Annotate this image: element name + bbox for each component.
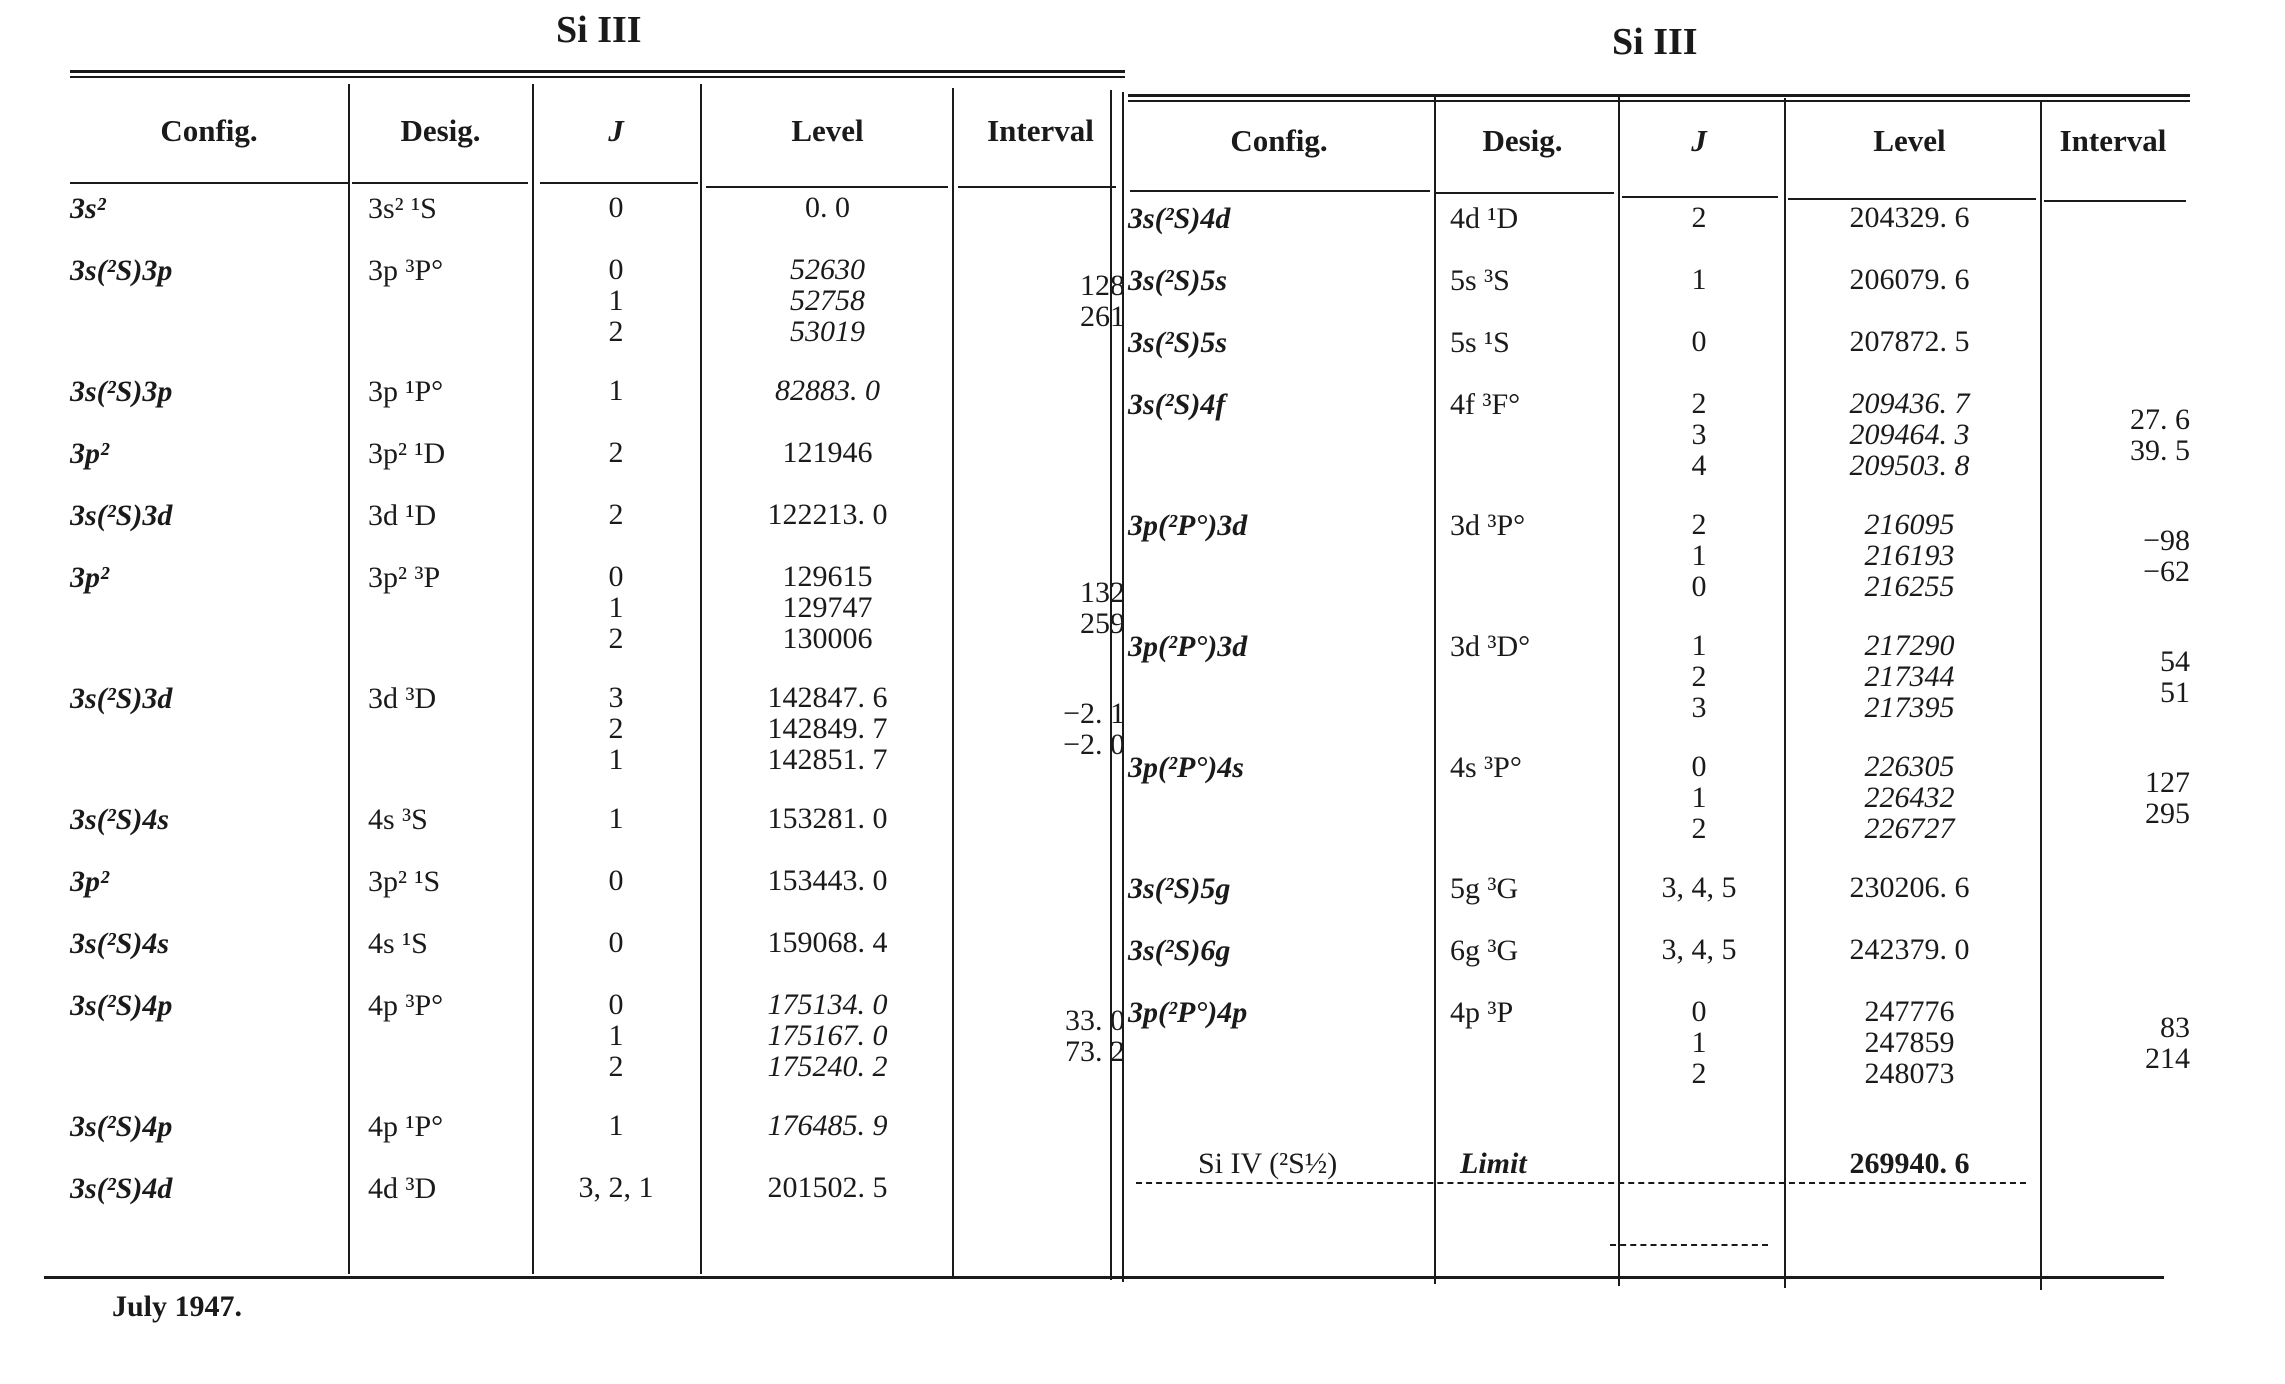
level-cell-value: 82883. 0 <box>775 374 880 407</box>
interval-cell-value: 54 <box>2160 645 2190 678</box>
interval-cell-value: 39. 5 <box>2130 434 2190 467</box>
table-row <box>70 979 1125 1100</box>
interval-cell <box>956 917 1125 979</box>
header-underline <box>70 182 348 184</box>
config-cell: 3p(²P°)4s <box>1128 751 1244 784</box>
interval-cell <box>956 1162 1125 1224</box>
config-cell: 3s(²S)5s <box>1128 264 1228 297</box>
top-rule-left <box>70 70 1125 78</box>
j-cell <box>1615 192 1783 254</box>
level-cell <box>1783 620 2036 741</box>
limit-level: 269940. 6 <box>1849 1147 1970 1180</box>
j-cell-value: 3, 4, 5 <box>1661 871 1737 904</box>
desig-cell: 6g ³G <box>1450 934 1519 967</box>
level-cell <box>1783 316 2036 378</box>
table-row <box>70 917 1125 979</box>
config-cell: 3s(²S)6g <box>1128 934 1231 967</box>
table-row <box>70 427 1125 489</box>
config-cell: 3s(²S)4d <box>1128 202 1231 235</box>
j-cell <box>1615 986 1783 1107</box>
table-row <box>1128 620 2190 741</box>
j-cell-value: 2 <box>1691 660 1707 693</box>
j-cell-value: 1 <box>1691 539 1707 572</box>
level-cell <box>699 917 956 979</box>
j-cell <box>1615 378 1783 499</box>
j-cell <box>533 365 699 427</box>
desig-cell: 5s ¹S <box>1450 326 1510 359</box>
j-cell-value: 0 <box>608 560 624 593</box>
j-cell-value: 2 <box>1691 387 1707 420</box>
table-row <box>1128 192 2190 254</box>
level-cell-value: 52630 <box>790 253 865 286</box>
j-cell <box>533 979 699 1100</box>
j-cell-value: 0 <box>608 864 624 897</box>
column-divider <box>952 88 954 1278</box>
level-cell-value: 226727 <box>1864 812 1955 845</box>
interval-cell <box>956 365 1125 427</box>
level-cell-value: 121946 <box>782 436 873 469</box>
right-table <box>1128 90 2190 1290</box>
interval-cell-value: 83 <box>2160 1011 2190 1044</box>
j-cell <box>533 489 699 551</box>
level-cell-value: 206079. 6 <box>1849 263 1970 296</box>
header-underline <box>706 186 948 188</box>
level-cell-value: 226305 <box>1864 750 1955 783</box>
level-cell-value: 142847. 6 <box>767 681 888 714</box>
j-cell <box>533 551 699 672</box>
interval-cell-value: 33. 0 <box>1065 1004 1125 1037</box>
config-cell: 3p² <box>70 437 109 470</box>
level-cell-value: 0. 0 <box>805 191 850 224</box>
j-cell-value: 2 <box>608 712 624 745</box>
j-cell-value: 2 <box>1691 201 1707 234</box>
j-cell <box>533 1100 699 1162</box>
j-cell-value: 3 <box>1691 418 1707 451</box>
level-cell-value: 247859 <box>1864 1026 1955 1059</box>
table-row <box>1128 499 2190 620</box>
desig-cell: 3s² ¹S <box>368 192 437 225</box>
title-element: Si <box>556 9 588 51</box>
header-desig: Desig. <box>1482 123 1563 158</box>
desig-cell: 4d ³D <box>368 1172 437 1205</box>
config-cell: 3p² <box>70 865 109 898</box>
j-cell-value: 1 <box>608 284 624 317</box>
desig-cell: 3d ³D° <box>1450 630 1531 663</box>
j-cell <box>1615 620 1783 741</box>
interval-cell <box>956 427 1125 489</box>
level-cell-value: 216095 <box>1864 508 1955 541</box>
desig-cell: 3p² ¹D <box>368 437 446 470</box>
level-cell-value: 217290 <box>1864 629 1955 662</box>
interval-cell-value: 73. 2 <box>1065 1035 1125 1068</box>
interval-cell-value: 295 <box>2145 797 2190 830</box>
header-underline <box>1788 198 2036 200</box>
column-divider <box>700 84 702 1274</box>
j-cell-value: 1 <box>1691 629 1707 662</box>
header-underline <box>958 186 1116 188</box>
j-cell-value: 1 <box>608 743 624 776</box>
j-cell-value: 1 <box>1691 781 1707 814</box>
config-cell: 3s(²S)3p <box>70 375 173 408</box>
level-cell <box>1783 254 2036 316</box>
desig-cell: 3d ³P° <box>1450 509 1526 542</box>
level-cell-value: 142851. 7 <box>767 743 888 776</box>
limit-j-dash <box>1610 1244 1768 1246</box>
level-cell-value: 130006 <box>782 622 873 655</box>
interval-cell-value: −2. 1 <box>1063 697 1125 730</box>
header-underline <box>1130 190 1430 192</box>
desig-cell: 4d ¹D <box>1450 202 1519 235</box>
interval-cell <box>2036 986 2190 1107</box>
level-cell-value: 242379. 0 <box>1849 933 1970 966</box>
desig-cell: 4p ¹P° <box>368 1110 444 1143</box>
interval-cell <box>2036 254 2190 316</box>
table-row <box>70 551 1125 672</box>
interval-cell-value: 51 <box>2160 676 2190 709</box>
desig-cell: 3d ¹D <box>368 499 437 532</box>
j-cell-value: 0 <box>1691 325 1707 358</box>
config-cell: 3s(²S)5s <box>1128 326 1228 359</box>
config-cell: 3s(²S)4s <box>70 803 170 836</box>
desig-cell: 5g ³G <box>1450 872 1519 905</box>
level-cell-value: 176485. 9 <box>767 1109 888 1142</box>
column-divider <box>348 84 350 1274</box>
desig-cell: 4s ³S <box>368 803 428 836</box>
header-desig: Desig. <box>400 113 481 148</box>
level-cell <box>1783 741 2036 862</box>
config-cell: 3s(²S)4p <box>70 989 173 1022</box>
column-divider <box>1122 92 1124 1282</box>
j-cell-value: 2 <box>608 1050 624 1083</box>
column-divider <box>2040 100 2042 1290</box>
j-cell-value: 2 <box>1691 508 1707 541</box>
column-divider <box>1434 94 1436 1284</box>
j-cell-value: 0 <box>1691 750 1707 783</box>
energy-level-table-right <box>1128 90 2190 1197</box>
j-cell-value: 2 <box>608 498 624 531</box>
desig-cell: 4s ¹S <box>368 927 428 960</box>
j-cell <box>533 855 699 917</box>
j-cell-value: 0 <box>608 191 624 224</box>
interval-cell <box>956 489 1125 551</box>
table-row <box>70 672 1125 793</box>
column-divider <box>1618 96 1620 1286</box>
j-cell <box>533 1162 699 1224</box>
desig-cell: 3p ¹P° <box>368 375 444 408</box>
j-cell <box>1615 499 1783 620</box>
energy-level-table-left <box>70 80 1125 1224</box>
interval-cell-value: 128 <box>1080 269 1125 302</box>
interval-cell-value: −2. 0 <box>1063 728 1125 761</box>
level-cell-value: 122213. 0 <box>767 498 888 531</box>
j-cell-value: 3 <box>608 681 624 714</box>
interval-cell <box>2036 316 2190 378</box>
interval-cell <box>956 1100 1125 1162</box>
j-cell-value: 4 <box>1691 449 1707 482</box>
config-cell: 3p(²P°)3d <box>1128 630 1248 663</box>
config-cell: 3s(²S)4s <box>70 927 170 960</box>
j-cell <box>533 182 699 244</box>
interval-cell <box>956 672 1125 793</box>
config-cell: 3s(²S)4d <box>70 1172 173 1205</box>
j-cell-value: 1 <box>608 1019 624 1052</box>
config-cell: 3s² <box>70 192 106 225</box>
j-cell-value: 2 <box>1691 1057 1707 1090</box>
config-cell: 3p(²P°)4p <box>1128 996 1248 1029</box>
interval-cell <box>2036 741 2190 862</box>
title-ion: III <box>1653 21 1698 63</box>
table-row <box>70 855 1125 917</box>
j-cell <box>533 917 699 979</box>
level-cell <box>1783 499 2036 620</box>
level-cell-value: 159068. 4 <box>767 926 888 959</box>
j-cell <box>533 244 699 365</box>
interval-cell <box>2036 499 2190 620</box>
j-cell-value: 0 <box>608 253 624 286</box>
interval-cell-value: 261 <box>1080 300 1125 333</box>
desig-cell: 4p ³P <box>1450 996 1514 1029</box>
j-cell <box>533 793 699 855</box>
interval-cell <box>956 182 1125 244</box>
j-cell <box>1615 316 1783 378</box>
config-cell: 3s(²S)4p <box>70 1110 173 1143</box>
interval-cell <box>2036 620 2190 741</box>
j-cell-value: 1 <box>1691 263 1707 296</box>
level-cell <box>699 1100 956 1162</box>
header-underline <box>540 182 698 184</box>
header-level: Level <box>1873 123 1946 158</box>
level-cell <box>1783 192 2036 254</box>
title-ion: III <box>597 9 642 51</box>
interval-cell-value: 127 <box>2145 766 2190 799</box>
level-cell <box>699 793 956 855</box>
j-cell-value: 1 <box>608 374 624 407</box>
interval-cell <box>956 551 1125 672</box>
config-cell: 3s(²S)3d <box>70 499 173 532</box>
limit-interval <box>2036 1107 2190 1197</box>
desig-cell: 4f ³F° <box>1450 388 1521 421</box>
interval-cell <box>2036 924 2190 986</box>
table-row <box>1128 741 2190 862</box>
table-row <box>70 489 1125 551</box>
header-underline <box>1436 192 1614 194</box>
level-cell-value: 175167. 0 <box>767 1019 888 1052</box>
j-cell-value: 0 <box>1691 570 1707 603</box>
interval-cell-value: −62 <box>2143 555 2190 588</box>
publication-date: July 1947. <box>112 1290 243 1323</box>
j-cell <box>1615 862 1783 924</box>
level-cell-value: 217395 <box>1864 691 1955 724</box>
j-cell <box>533 427 699 489</box>
j-cell-value: 2 <box>608 622 624 655</box>
interval-cell-value: 132 <box>1080 576 1125 609</box>
level-cell-value: 129615 <box>782 560 873 593</box>
level-cell-value: 207872. 5 <box>1849 325 1970 358</box>
level-cell-value: 226432 <box>1864 781 1955 814</box>
interval-cell <box>956 244 1125 365</box>
level-cell <box>699 979 956 1100</box>
header-level: Level <box>791 113 864 148</box>
interval-cell-value: 27. 6 <box>2130 403 2190 436</box>
header-underline <box>2044 200 2186 202</box>
interval-cell <box>2036 378 2190 499</box>
table-row <box>1128 986 2190 1107</box>
level-cell <box>699 1162 956 1224</box>
desig-cell: 3d ³D <box>368 682 437 715</box>
level-cell-value: 153443. 0 <box>767 864 888 897</box>
header-underline <box>352 182 528 184</box>
j-cell-value: 0 <box>1691 995 1707 1028</box>
left-table <box>70 80 1125 1280</box>
interval-cell-value: 214 <box>2145 1042 2190 1075</box>
right-table-title <box>1612 20 1698 64</box>
level-cell <box>699 672 956 793</box>
title-element: Si <box>1612 21 1644 63</box>
header-underline <box>1622 196 1778 198</box>
table-row <box>70 793 1125 855</box>
desig-cell: 3p² ¹S <box>368 865 441 898</box>
level-cell-value: 209464. 3 <box>1849 418 1970 451</box>
interval-cell-value: 259 <box>1080 607 1125 640</box>
j-cell-value: 1 <box>608 802 624 835</box>
limit-separator <box>1136 1182 2026 1184</box>
level-cell-value: 204329. 6 <box>1849 201 1970 234</box>
interval-cell-value: −98 <box>2143 524 2190 557</box>
interval-cell <box>2036 862 2190 924</box>
level-cell-value: 142849. 7 <box>767 712 888 745</box>
header-j: J <box>1691 123 1707 158</box>
level-cell <box>1783 862 2036 924</box>
level-cell-value: 248073 <box>1864 1057 1955 1090</box>
j-cell-value: 1 <box>608 591 624 624</box>
j-cell-value: 2 <box>608 436 624 469</box>
j-cell <box>1615 254 1783 316</box>
table-row <box>1128 316 2190 378</box>
j-cell-value: 2 <box>608 315 624 348</box>
header-config: Config. <box>160 113 258 148</box>
j-cell-value: 0 <box>608 926 624 959</box>
desig-cell: 4p ³P° <box>368 989 444 1022</box>
level-cell-value: 201502. 5 <box>767 1171 888 1204</box>
column-divider <box>1784 98 1786 1288</box>
table-row <box>70 244 1125 365</box>
bottom-rule <box>44 1276 2164 1279</box>
level-cell <box>699 427 956 489</box>
j-cell <box>1615 741 1783 862</box>
table-row <box>70 182 1125 244</box>
interval-cell <box>956 855 1125 917</box>
column-divider <box>532 84 534 1274</box>
level-cell-value: 209436. 7 <box>1849 387 1970 420</box>
table-row <box>1128 378 2190 499</box>
level-cell-value: 175240. 2 <box>767 1050 888 1083</box>
level-cell-value: 247776 <box>1864 995 1955 1028</box>
config-cell: 3s(²S)5g <box>1128 872 1231 905</box>
level-cell <box>699 244 956 365</box>
config-cell: 3p² <box>70 561 109 594</box>
header-interval: Interval <box>987 113 1094 148</box>
desig-cell: 4s ³P° <box>1450 751 1522 784</box>
table-row <box>1128 254 2190 316</box>
j-cell-value: 3, 2, 1 <box>578 1171 654 1204</box>
j-cell <box>533 672 699 793</box>
header-config: Config. <box>1230 123 1328 158</box>
limit-config: Si IV (²S½) <box>1198 1147 1338 1180</box>
interval-cell <box>956 793 1125 855</box>
level-cell <box>1783 924 2036 986</box>
level-cell-value: 129747 <box>782 591 873 624</box>
level-cell-value: 230206. 6 <box>1849 871 1970 904</box>
table-row <box>70 1162 1125 1224</box>
j-cell-value: 3, 4, 5 <box>1661 933 1737 966</box>
j-cell-value: 2 <box>1691 812 1707 845</box>
table-row <box>70 1100 1125 1162</box>
desig-cell: 3p² ³P <box>368 561 441 594</box>
level-cell <box>699 855 956 917</box>
level-cell-value: 209503. 8 <box>1849 449 1970 482</box>
level-cell-value: 216255 <box>1864 570 1955 603</box>
table-row <box>1128 924 2190 986</box>
desig-cell: 3p ³P° <box>368 254 444 287</box>
table-row <box>70 365 1125 427</box>
level-cell-value: 216193 <box>1864 539 1955 572</box>
level-cell-value: 153281. 0 <box>767 802 888 835</box>
level-cell <box>699 365 956 427</box>
left-table-title <box>556 8 642 52</box>
level-cell-value: 52758 <box>790 284 865 317</box>
level-cell-value: 53019 <box>790 315 865 348</box>
level-cell-value: 217344 <box>1864 660 1955 693</box>
config-cell: 3s(²S)4f <box>1128 388 1226 421</box>
config-cell: 3s(²S)3p <box>70 254 173 287</box>
level-cell-value: 175134. 0 <box>767 988 888 1021</box>
desig-cell: 5s ³S <box>1450 264 1510 297</box>
level-cell <box>699 551 956 672</box>
config-cell: 3p(²P°)3d <box>1128 509 1248 542</box>
interval-cell <box>956 979 1125 1100</box>
header-j: J <box>608 113 624 148</box>
j-cell <box>1615 924 1783 986</box>
limit-label: Limit <box>1460 1147 1527 1180</box>
config-cell: 3s(²S)3d <box>70 682 173 715</box>
level-cell <box>1783 378 2036 499</box>
level-cell <box>699 489 956 551</box>
level-cell <box>1783 986 2036 1107</box>
table-row <box>1128 862 2190 924</box>
j-cell-value: 1 <box>608 1109 624 1142</box>
level-cell <box>699 182 956 244</box>
j-cell-value: 3 <box>1691 691 1707 724</box>
column-divider <box>1110 90 1112 1280</box>
j-cell-value: 1 <box>1691 1026 1707 1059</box>
header-interval: Interval <box>2059 123 2167 158</box>
j-cell-value: 0 <box>608 988 624 1021</box>
